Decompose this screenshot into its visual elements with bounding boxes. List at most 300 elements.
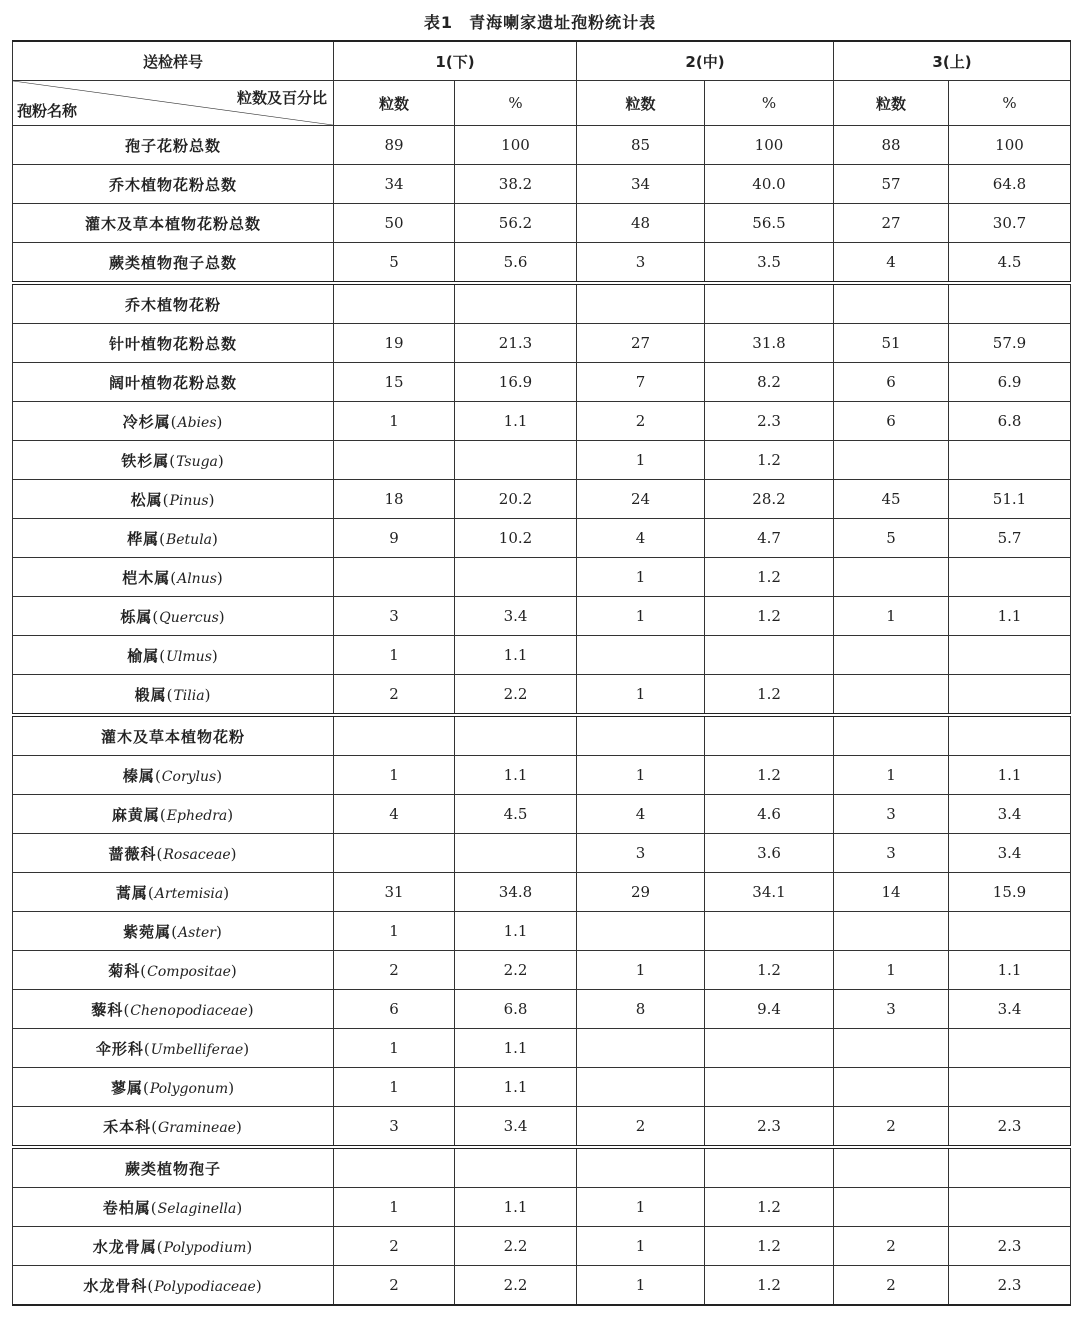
percent-cell: 4.5: [949, 243, 1071, 284]
count-cell: [834, 283, 949, 324]
pollen-name: 禾本科: [103, 1117, 152, 1136]
percent-cell: 56.5: [705, 204, 834, 243]
pollen-name: 灌木及草本植物花粉总数: [84, 214, 261, 233]
pollen-name-cell: 冷杉属(Abies): [13, 402, 334, 441]
latin-name: Rosaceae: [163, 846, 231, 863]
count-cell: 5: [834, 519, 949, 558]
percent-cell: [705, 1029, 834, 1068]
pollen-name: 松属: [130, 490, 163, 509]
pollen-name: 榆属: [127, 646, 160, 665]
percent-cell: [705, 636, 834, 675]
count-cell: 2: [834, 1227, 949, 1266]
pollen-name: 冷杉属: [122, 412, 171, 431]
count-cell: 9: [334, 519, 455, 558]
percent-cell: 30.7: [949, 204, 1071, 243]
count-cell: 3: [834, 834, 949, 873]
count-cell: 3: [334, 597, 455, 636]
latin-name: Abies: [177, 414, 217, 431]
percent-cell: 1.1: [455, 1068, 577, 1107]
count-cell: 27: [834, 204, 949, 243]
percent-cell: [949, 715, 1071, 756]
count-cell: [834, 1188, 949, 1227]
count-header: 粒数: [334, 81, 455, 126]
section-name-cell: [13, 715, 334, 756]
pollen-name-cell: 伞形科(Umbelliferae): [13, 1029, 334, 1068]
pollen-name-cell: 禾本科(Gramineae): [13, 1107, 334, 1148]
percent-cell: 2.2: [455, 1266, 577, 1306]
latin-name: Polypodiaceae: [154, 1278, 256, 1295]
percent-cell: 6.9: [949, 363, 1071, 402]
count-cell: 1: [577, 597, 705, 636]
percent-cell: 1.2: [705, 558, 834, 597]
percent-cell: [455, 834, 577, 873]
table-row: [13, 912, 1071, 951]
count-cell: 1: [577, 675, 705, 716]
count-cell: 24: [577, 480, 705, 519]
percent-cell: 20.2: [455, 480, 577, 519]
percent-cell: 3.4: [949, 834, 1071, 873]
pollen-name-cell: 椴属(Tilia): [13, 675, 334, 716]
pollen-name: 灌木及草本植物花粉: [100, 727, 245, 746]
percent-cell: 2.3: [705, 402, 834, 441]
percent-cell: 2.2: [455, 675, 577, 716]
percent-cell: 3.5: [705, 243, 834, 284]
count-cell: [334, 834, 455, 873]
percent-cell: 3.4: [949, 990, 1071, 1029]
percent-cell: 1.2: [705, 756, 834, 795]
latin-name: Chenopodiaceae: [130, 1002, 248, 1019]
count-cell: 51: [834, 324, 949, 363]
count-cell: 89: [334, 126, 455, 165]
latin-name: Alnus: [177, 570, 217, 587]
percent-cell: 1.1: [949, 597, 1071, 636]
percent-cell: 1.1: [455, 402, 577, 441]
count-cell: [834, 715, 949, 756]
percent-cell: 1.2: [705, 675, 834, 716]
count-cell: 2: [577, 1107, 705, 1148]
count-cell: 1: [334, 1188, 455, 1227]
sample-3-header: 3(上): [834, 41, 1071, 81]
percent-cell: [705, 715, 834, 756]
percent-cell: [705, 912, 834, 951]
percent-cell: 28.2: [705, 480, 834, 519]
percent-cell: 100: [705, 126, 834, 165]
pollen-name: 蓼属: [110, 1078, 143, 1097]
count-cell: 2: [577, 402, 705, 441]
count-cell: [834, 912, 949, 951]
pollen-name: 伞形科: [95, 1039, 144, 1058]
pollen-name: 椴属: [134, 685, 167, 704]
pollen-name-cell: 榆属(Ulmus): [13, 636, 334, 675]
pollen-name-cell: 麻黄属(Ephedra): [13, 795, 334, 834]
count-cell: 3: [834, 795, 949, 834]
percent-cell: 38.2: [455, 165, 577, 204]
table-row: [13, 1188, 1071, 1227]
percent-header: %: [455, 81, 577, 126]
percent-cell: 64.8: [949, 165, 1071, 204]
percent-cell: [455, 441, 577, 480]
count-cell: 85: [577, 126, 705, 165]
latin-name: Umbelliferae: [150, 1041, 244, 1058]
table-row: [13, 402, 1071, 441]
percent-header: %: [705, 81, 834, 126]
percent-cell: 1.1: [455, 912, 577, 951]
count-cell: 19: [334, 324, 455, 363]
table-row: [13, 204, 1071, 243]
table-row: [13, 1029, 1071, 1068]
header-row-units: [13, 81, 1071, 126]
percent-cell: [949, 1188, 1071, 1227]
table-row: [13, 480, 1071, 519]
percent-cell: 2.3: [949, 1227, 1071, 1266]
percent-cell: [705, 1068, 834, 1107]
count-cell: [834, 636, 949, 675]
percent-cell: 1.2: [705, 597, 834, 636]
count-cell: 18: [334, 480, 455, 519]
count-cell: [334, 558, 455, 597]
pollen-name: 桤木属: [122, 568, 171, 587]
count-cell: [834, 1068, 949, 1107]
percent-cell: 1.1: [949, 756, 1071, 795]
percent-cell: 9.4: [705, 990, 834, 1029]
percent-cell: 21.3: [455, 324, 577, 363]
table-row: [13, 951, 1071, 990]
table-row: [13, 519, 1071, 558]
pollen-name: 紫菀属: [123, 922, 172, 941]
percent-cell: 10.2: [455, 519, 577, 558]
latin-name: Gramineae: [158, 1119, 236, 1136]
latin-name: Pinus: [169, 492, 209, 509]
pollen-name: 蕨类植物孢子: [124, 1159, 221, 1178]
latin-name: Selaginella: [157, 1200, 237, 1217]
table-row: [13, 165, 1071, 204]
count-cell: 1: [334, 636, 455, 675]
count-cell: 1: [577, 1227, 705, 1266]
count-cell: [577, 636, 705, 675]
sample-2-header: 2(中): [577, 41, 834, 81]
latin-name: Ulmus: [166, 648, 212, 665]
latin-name: Betula: [165, 531, 213, 548]
pollen-name-cell: [13, 126, 334, 165]
count-header: 粒数: [834, 81, 949, 126]
sample-number-header: 送检样号: [13, 41, 334, 81]
latin-name: Artemisia: [154, 885, 224, 902]
table-row: [13, 243, 1071, 284]
latin-name: Tilia: [173, 687, 205, 704]
count-and-percent-label: 粒数及百分比: [236, 89, 327, 107]
pollen-name-cell: 栎属(Quercus): [13, 597, 334, 636]
table-section-row: [13, 1147, 1071, 1188]
count-cell: 1: [577, 1188, 705, 1227]
count-cell: [334, 283, 455, 324]
table-row: [13, 1107, 1071, 1148]
pollen-name: 菊科: [108, 961, 141, 980]
pollen-name-cell: [13, 324, 334, 363]
percent-cell: 56.2: [455, 204, 577, 243]
pollen-name: 蔷薇科: [108, 844, 157, 863]
latin-name: Compositae: [147, 963, 231, 980]
percent-cell: 2.3: [949, 1107, 1071, 1148]
pollen-name: 孢子花粉总数: [124, 136, 221, 155]
pollen-name-cell: 蓼属(Polygonum): [13, 1068, 334, 1107]
pollen-name: 针叶植物花粉总数: [108, 334, 237, 353]
count-cell: 1: [577, 558, 705, 597]
percent-cell: [949, 912, 1071, 951]
count-cell: 3: [577, 834, 705, 873]
pollen-name-cell: 卷柏属(Selaginella): [13, 1188, 334, 1227]
table-row: [13, 756, 1071, 795]
table-row: [13, 873, 1071, 912]
table-title: [0, 10, 1080, 33]
percent-cell: [455, 283, 577, 324]
pollen-name-cell: 水龙骨科(Polypodiaceae): [13, 1266, 334, 1306]
count-cell: 4: [834, 243, 949, 284]
percent-cell: 3.6: [705, 834, 834, 873]
count-cell: 1: [334, 1029, 455, 1068]
percent-cell: [949, 636, 1071, 675]
count-cell: [577, 912, 705, 951]
percent-cell: 2.2: [455, 1227, 577, 1266]
count-cell: [334, 441, 455, 480]
percent-cell: 51.1: [949, 480, 1071, 519]
count-cell: [834, 1147, 949, 1188]
percent-cell: 1.2: [705, 951, 834, 990]
count-cell: 2: [834, 1107, 949, 1148]
count-cell: 5: [334, 243, 455, 284]
count-cell: 50: [334, 204, 455, 243]
count-cell: 6: [334, 990, 455, 1029]
pollen-name: 乔木植物花粉总数: [108, 175, 237, 194]
pollen-name: 阔叶植物花粉总数: [108, 373, 237, 392]
table-row: [13, 126, 1071, 165]
pollen-name-label: 孢粉名称: [17, 102, 78, 120]
count-cell: 2: [334, 1266, 455, 1306]
percent-cell: 34.1: [705, 873, 834, 912]
count-cell: 27: [577, 324, 705, 363]
percent-cell: [949, 1147, 1071, 1188]
latin-name: Tsuga: [176, 453, 218, 470]
count-cell: 4: [577, 795, 705, 834]
pollen-statistics-table: [12, 40, 1071, 1306]
percent-cell: 2.3: [705, 1107, 834, 1148]
count-cell: 1: [834, 756, 949, 795]
table-row: [13, 990, 1071, 1029]
pollen-name-cell: 藜科(Chenopodiaceae): [13, 990, 334, 1029]
latin-name: Corylus: [161, 768, 217, 785]
latin-name: Aster: [178, 924, 216, 941]
percent-cell: 4.5: [455, 795, 577, 834]
percent-header: %: [949, 81, 1071, 126]
percent-cell: [949, 1029, 1071, 1068]
count-cell: 1: [334, 912, 455, 951]
section-name-cell: [13, 1147, 334, 1188]
table-section-row: [13, 715, 1071, 756]
table-row: [13, 558, 1071, 597]
pollen-name-cell: 铁杉属(Tsuga): [13, 441, 334, 480]
table-row: [13, 363, 1071, 402]
table-row: [13, 636, 1071, 675]
table-section-row: [13, 283, 1071, 324]
table-row: [13, 1266, 1071, 1306]
table-row: [13, 1227, 1071, 1266]
pollen-name-cell: 松属(Pinus): [13, 480, 334, 519]
percent-cell: 2.2: [455, 951, 577, 990]
percent-cell: 1.2: [705, 1227, 834, 1266]
percent-cell: 1.1: [455, 1029, 577, 1068]
percent-cell: [949, 1068, 1071, 1107]
count-cell: 6: [834, 402, 949, 441]
percent-cell: 100: [455, 126, 577, 165]
table-row: [13, 834, 1071, 873]
pollen-name: 乔木植物花粉: [124, 295, 221, 314]
diagonal-header-cell: [13, 81, 334, 126]
percent-cell: 1.1: [455, 756, 577, 795]
count-cell: 48: [577, 204, 705, 243]
count-cell: 1: [577, 756, 705, 795]
count-cell: 3: [834, 990, 949, 1029]
count-cell: [334, 715, 455, 756]
percent-cell: 1.1: [455, 636, 577, 675]
count-cell: 1: [834, 597, 949, 636]
pollen-name-cell: [13, 165, 334, 204]
pollen-name-cell: [13, 243, 334, 284]
count-cell: [577, 1029, 705, 1068]
count-cell: 2: [334, 1227, 455, 1266]
percent-cell: 1.1: [949, 951, 1071, 990]
table-row: [13, 1068, 1071, 1107]
count-cell: 34: [334, 165, 455, 204]
count-cell: 3: [577, 243, 705, 284]
count-cell: [834, 675, 949, 716]
percent-cell: 40.0: [705, 165, 834, 204]
percent-cell: 16.9: [455, 363, 577, 402]
percent-cell: 2.3: [949, 1266, 1071, 1306]
percent-cell: 3.4: [455, 597, 577, 636]
pollen-name-cell: 水龙骨属(Polypodium): [13, 1227, 334, 1266]
latin-name: Quercus: [159, 609, 219, 626]
pollen-name: 榛属: [122, 766, 155, 785]
count-cell: 57: [834, 165, 949, 204]
count-cell: 31: [334, 873, 455, 912]
count-cell: 15: [334, 363, 455, 402]
percent-cell: 4.7: [705, 519, 834, 558]
percent-cell: [455, 715, 577, 756]
percent-cell: [455, 1147, 577, 1188]
latin-name: Polygonum: [149, 1080, 229, 1097]
pollen-name: 水龙骨科: [83, 1276, 148, 1295]
count-cell: [577, 283, 705, 324]
count-cell: [577, 1147, 705, 1188]
table-row: [13, 675, 1071, 716]
pollen-name-cell: 紫菀属(Aster): [13, 912, 334, 951]
count-cell: 6: [834, 363, 949, 402]
pollen-name-cell: [13, 363, 334, 402]
count-cell: 4: [577, 519, 705, 558]
header-row-samples: [13, 41, 1071, 81]
percent-cell: 5.6: [455, 243, 577, 284]
count-cell: 2: [334, 675, 455, 716]
count-cell: 34: [577, 165, 705, 204]
table-row: [13, 597, 1071, 636]
percent-cell: 1.2: [705, 1188, 834, 1227]
percent-cell: [949, 441, 1071, 480]
percent-cell: [455, 558, 577, 597]
count-cell: [334, 1147, 455, 1188]
latin-name: Polypodium: [163, 1239, 247, 1256]
percent-cell: 5.7: [949, 519, 1071, 558]
count-cell: [834, 1029, 949, 1068]
count-cell: 4: [334, 795, 455, 834]
pollen-name: 卷柏属: [102, 1198, 151, 1217]
latin-name: Ephedra: [166, 807, 228, 824]
pollen-name: 桦属: [127, 529, 160, 548]
pollen-name-cell: 榛属(Corylus): [13, 756, 334, 795]
percent-cell: 100: [949, 126, 1071, 165]
pollen-name-cell: 蒿属(Artemisia): [13, 873, 334, 912]
percent-cell: [705, 283, 834, 324]
pollen-name: 藜科: [91, 1000, 124, 1019]
count-cell: 1: [577, 1266, 705, 1306]
section-name-cell: [13, 283, 334, 324]
count-cell: 88: [834, 126, 949, 165]
count-cell: 8: [577, 990, 705, 1029]
pollen-name-cell: [13, 204, 334, 243]
percent-cell: 3.4: [949, 795, 1071, 834]
percent-cell: [949, 675, 1071, 716]
table-row: [13, 795, 1071, 834]
percent-cell: [949, 283, 1071, 324]
percent-cell: [949, 558, 1071, 597]
count-cell: [577, 715, 705, 756]
percent-cell: 4.6: [705, 795, 834, 834]
count-cell: 1: [334, 1068, 455, 1107]
pollen-name-cell: 蔷薇科(Rosaceae): [13, 834, 334, 873]
table-number: 表1: [423, 13, 454, 32]
pollen-name-cell: 桤木属(Alnus): [13, 558, 334, 597]
count-cell: [834, 441, 949, 480]
pollen-name: 麻黄属: [111, 805, 160, 824]
pollen-name: 栎属: [120, 607, 153, 626]
percent-cell: 8.2: [705, 363, 834, 402]
pollen-name: 水龙骨属: [92, 1237, 157, 1256]
count-cell: [577, 1068, 705, 1107]
count-cell: 1: [834, 951, 949, 990]
table-title-text: 青海喇家遗址孢粉统计表: [469, 13, 657, 32]
percent-cell: [705, 1147, 834, 1188]
count-cell: [834, 558, 949, 597]
pollen-name-cell: 菊科(Compositae): [13, 951, 334, 990]
count-cell: 29: [577, 873, 705, 912]
percent-cell: 3.4: [455, 1107, 577, 1148]
pollen-name: 蕨类植物孢子总数: [108, 253, 237, 272]
percent-cell: 1.2: [705, 1266, 834, 1306]
percent-cell: 1.1: [455, 1188, 577, 1227]
pollen-name: 铁杉属: [121, 451, 170, 470]
count-cell: 1: [577, 441, 705, 480]
percent-cell: 6.8: [949, 402, 1071, 441]
pollen-name: 蒿属: [115, 883, 148, 902]
count-cell: 45: [834, 480, 949, 519]
percent-cell: 31.8: [705, 324, 834, 363]
count-cell: 2: [834, 1266, 949, 1306]
percent-cell: 6.8: [455, 990, 577, 1029]
percent-cell: 34.8: [455, 873, 577, 912]
pollen-name-cell: 桦属(Betula): [13, 519, 334, 558]
count-cell: 1: [334, 756, 455, 795]
sample-1-header: 1(下): [334, 41, 577, 81]
count-cell: 1: [334, 402, 455, 441]
count-cell: 14: [834, 873, 949, 912]
